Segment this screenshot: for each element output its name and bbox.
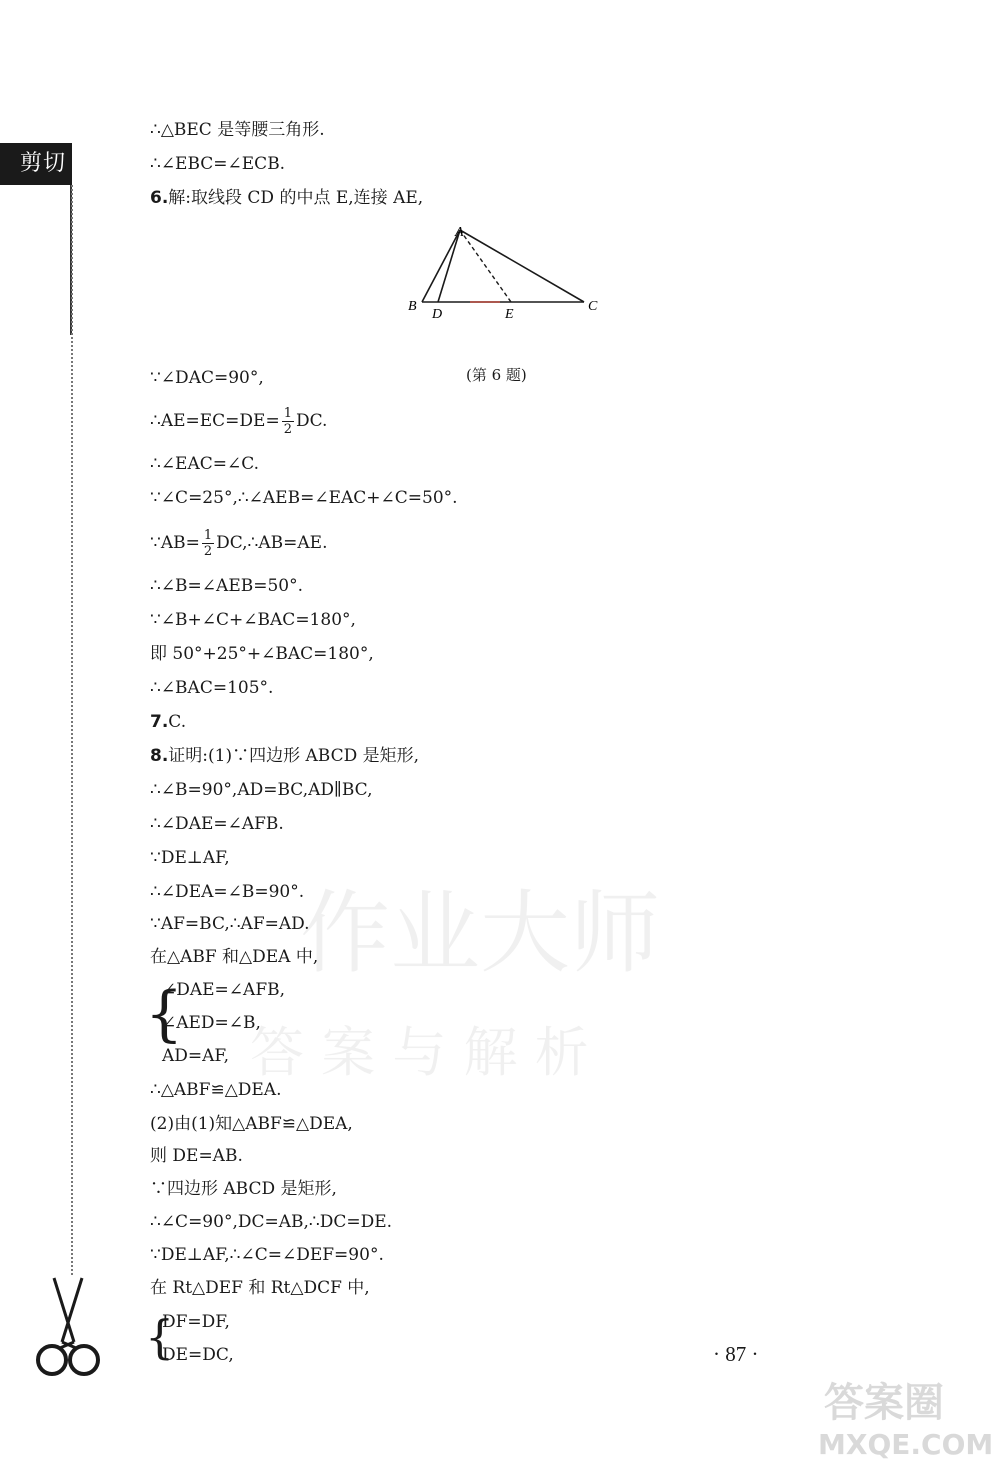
question-number: 8. xyxy=(150,746,169,766)
text-line: ∴∠B=∠AEB=50°. xyxy=(150,576,303,596)
text-line-with-fraction xyxy=(150,528,327,559)
text-line: ∵AF=BC,∴AF=AD. xyxy=(150,914,310,934)
text-line: ∴∠C=90°,DC=AB,∴DC=DE. xyxy=(150,1212,393,1232)
text-line: ∴△BEC 是等腰三角形. xyxy=(150,120,325,140)
segment-ae-dashed xyxy=(460,230,511,302)
text-line: 证明:(1)∵四边形 ABCD 是矩形, xyxy=(168,746,420,766)
text-line: ∴∠BAC=105°. xyxy=(150,678,274,698)
text-line: ∴∠B=90°,AD=BC,AD∥BC, xyxy=(150,780,373,800)
system-line: AD=AF, xyxy=(162,1046,229,1066)
text-part: ∵AB= xyxy=(150,533,200,553)
system-brace: { xyxy=(145,1310,175,1364)
text-line-with-fraction xyxy=(150,406,327,437)
scissors-icon xyxy=(30,1272,106,1392)
text-line: ∵∠B+∠C+∠BAC=180°, xyxy=(150,610,356,630)
site-logo xyxy=(814,1372,994,1462)
question-6 xyxy=(150,186,423,210)
text-part: DC,∴AB=AE. xyxy=(216,533,328,553)
text-line: ∴∠DAE=∠AFB. xyxy=(150,814,284,834)
label-a: A xyxy=(455,225,464,240)
question-8 xyxy=(150,744,419,768)
system-line: DE=DC, xyxy=(162,1345,234,1365)
label-c: C xyxy=(588,299,598,314)
page-number: · 87 · xyxy=(713,1342,759,1366)
question-number: 6. xyxy=(150,188,169,208)
triangle-figure xyxy=(400,222,610,322)
system-brace: { xyxy=(145,979,184,1049)
text-line: ∵∠DAC=90°, xyxy=(150,368,264,388)
text-line: 即 50°+25°+∠BAC=180°, xyxy=(150,644,374,664)
label-d: D xyxy=(432,307,443,322)
text-line: ∵∠C=25°,∴∠AEB=∠EAC+∠C=50°. xyxy=(150,488,458,508)
text-line: ∴∠EAC=∠C. xyxy=(150,454,260,474)
system-line: ∠AED=∠B, xyxy=(162,1013,261,1033)
figure-caption: (第 6 题) xyxy=(466,366,527,384)
text-line: ∵四边形 ABCD 是矩形, xyxy=(150,1179,337,1199)
text-line: ∵DE⊥AF, xyxy=(150,848,230,868)
text-line: 则 DE=AB. xyxy=(150,1146,243,1166)
text-part: DC. xyxy=(295,411,328,431)
text-line: ∴∠EBC=∠ECB. xyxy=(150,154,286,174)
fraction-numerator: 1 xyxy=(283,406,292,421)
text-line: ∴△ABF≌△DEA. xyxy=(150,1080,282,1100)
question-number: 7. xyxy=(150,712,169,732)
logo-text: 答案圈 xyxy=(824,1380,944,1426)
fraction-numerator: 1 xyxy=(203,528,213,543)
fraction-one-half xyxy=(282,406,294,437)
cut-line-dotted xyxy=(71,185,73,1275)
text-part: ∴AE=EC=DE= xyxy=(150,411,280,431)
logo-url: MXQE.COM xyxy=(818,1428,994,1461)
label-b: B xyxy=(408,299,417,314)
text-line: ∴∠DEA=∠B=90°. xyxy=(150,882,305,902)
text-line: (2)由(1)知△ABF≌△DEA, xyxy=(150,1114,353,1134)
label-e: E xyxy=(505,307,514,322)
cut-line-label: 剪切线 xyxy=(0,143,72,185)
system-line: ∠DAE=∠AFB, xyxy=(162,980,286,1000)
fraction-denominator: 2 xyxy=(203,544,213,559)
segment-ac xyxy=(460,230,584,302)
fraction-denominator: 2 xyxy=(283,422,292,437)
text-line: C. xyxy=(168,712,187,732)
fraction-one-half xyxy=(202,528,214,559)
text-line: 在△ABF 和△DEA 中, xyxy=(150,947,319,967)
text-line: 在 Rt△DEF 和 Rt△DCF 中, xyxy=(150,1278,370,1298)
question-7 xyxy=(150,710,186,734)
watermark-subtitle: 答 案 与 解 析 xyxy=(250,1021,589,1084)
text-line: ∵DE⊥AF,∴∠C=∠DEF=90°. xyxy=(150,1245,384,1265)
system-line: DF=DF, xyxy=(162,1312,230,1332)
text-line: 解:取线段 CD 的中点 E,连接 AE, xyxy=(168,188,424,208)
watermark-title: 作业大师 xyxy=(300,881,660,986)
